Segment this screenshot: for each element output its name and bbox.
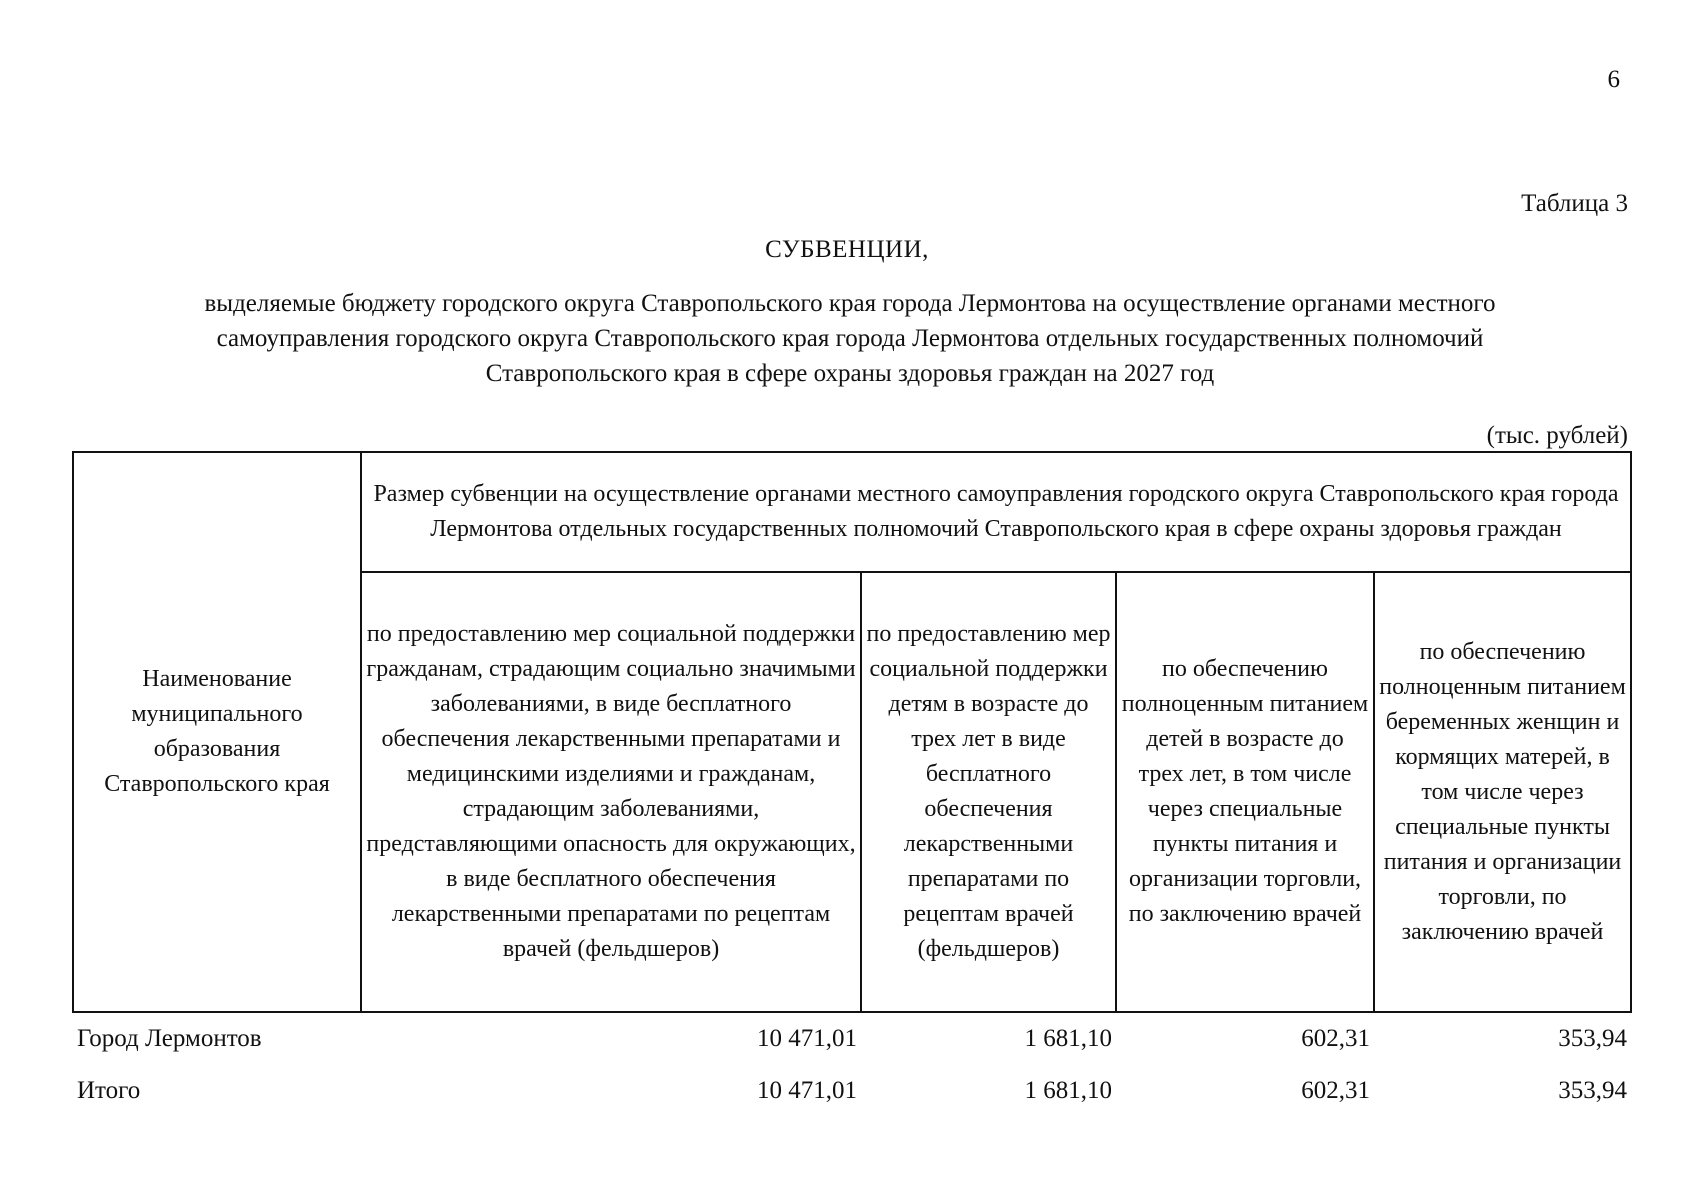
document-subtitle	[110, 286, 1590, 391]
row-value: 10 471,01	[757, 1025, 857, 1052]
unit-label: (тыс. рублей)	[1486, 422, 1628, 449]
subtitle-line: самоуправления городского округа Ставропольского края города Лермонтова отдельных государственных полномочий	[216, 325, 1484, 352]
table-row-total	[73, 1065, 1631, 1117]
column-header-children-nutrition: по обеспечению полноценным питанием детей в возрасте до трех лет, в том числе через специальные пункты питания и организации торговли, по заключению врачей	[1116, 572, 1374, 1012]
row-name: Итого	[77, 1077, 141, 1104]
column-header-mothers-nutrition: по обеспечению полноценным питанием беременных женщин и кормящих матерей, в том числе через специальные пункты питания и организации торговли, по заключению врачей	[1374, 572, 1631, 1012]
subventions-table	[72, 451, 1632, 1117]
column-header-social-support-diseases: по предоставлению мер социальной поддержки гражданам, страдающим социально значимыми заболеваниями, в виде бесплатного обеспечения лекарственными препаратами и медицинскими изделиями и гражданам, страдающим заболеваниями, представляющими опасность для окружающих, в виде бесплатного обеспечения лекарственными препаратами по рецептам врачей (фельдшеров)	[361, 572, 861, 1012]
table-label: Таблица 3	[1521, 190, 1628, 217]
page-number: 6	[1607, 66, 1620, 93]
row-value: 602,31	[1301, 1077, 1370, 1104]
row-value: 353,94	[1558, 1025, 1628, 1052]
subtitle-line: Ставропольского края в сфере охраны здоровья граждан на 2027 год	[485, 360, 1215, 387]
row-value: 1 681,10	[1024, 1025, 1112, 1052]
subvention-group-header: Размер субвенции на осуществление органами местного самоуправления городского округа Ставропольского края города Лермонтова отдельных государственных полномочий Ставропольского края в сфере охраны здоровья граждан	[361, 452, 1631, 572]
row-value: 1 681,10	[1024, 1077, 1112, 1104]
table-row	[73, 1012, 1631, 1065]
row-value: 353,94	[1558, 1077, 1628, 1104]
name-column-header: Наименование муниципального образования Ставропольского края	[73, 452, 361, 1012]
subtitle-line: выделяемые бюджету городского округа Ставропольского края города Лермонтова на осуществление органами местного	[204, 290, 1496, 317]
row-value: 602,31	[1301, 1025, 1370, 1052]
row-value: 10 471,01	[757, 1077, 857, 1104]
column-header-children-medicines: по предоставлению мер социальной поддержки детям в возрасте до трех лет в виде бесплатного обеспечения лекарственными препаратами по рецептам врачей (фельдшеров)	[861, 572, 1116, 1012]
row-name: Город Лермонтов	[77, 1025, 262, 1052]
document-title: СУБВЕНЦИИ,	[765, 236, 929, 263]
